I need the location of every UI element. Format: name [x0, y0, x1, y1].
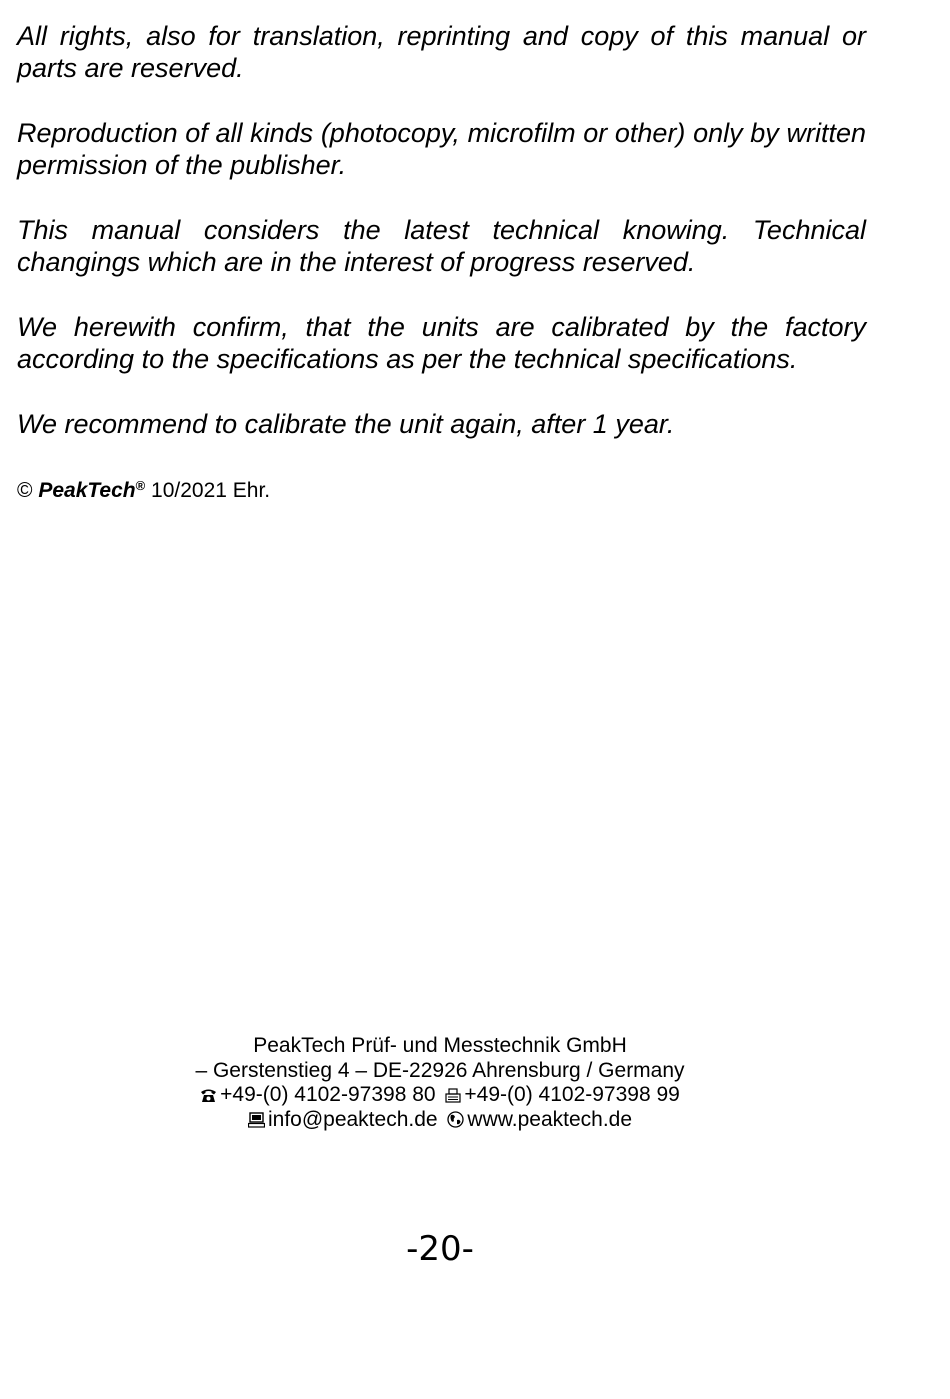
website-url[interactable]: www.peaktech.de: [467, 1107, 633, 1131]
globe-icon: [447, 1110, 464, 1127]
phone-number: +49-(0) 4102-97398 80: [220, 1083, 436, 1106]
technical-notice: This manual considers the latest technical knowing. Technical changings which are in the interest of progress reserved.: [17, 215, 866, 277]
street-address: – Gerstenstieg 4 – DE-22926 Ahrensburg / Germany: [195, 1058, 685, 1082]
company-address-block: [0, 1034, 880, 1132]
reproduction-notice: Reproduction of all kinds (photocopy, microfilm or other) only by written permission of the publisher.: [17, 118, 866, 180]
phone-icon: [200, 1085, 217, 1100]
copyright-line: [17, 472, 270, 505]
calibration-confirmation: We herewith confirm, that the units are calibrated by the factory according to the specifications as per the technical specifications.: [17, 312, 866, 374]
contact-email-web: [0, 1108, 880, 1133]
copyright-symbol: ©: [17, 479, 33, 502]
fax-number: +49-(0) 4102-97398 99: [464, 1083, 680, 1106]
computer-icon: [248, 1110, 265, 1126]
company-name: PeakTech Prüf- und Messtechnik GmbH: [253, 1034, 627, 1057]
fax-icon: [445, 1085, 461, 1100]
contact-phone-fax: [0, 1083, 880, 1108]
calibration-recommendation: We recommend to calibrate the unit again, after 1 year.: [17, 409, 675, 439]
page-number: -20-: [406, 1229, 474, 1269]
copyright-date: 10/2021 Ehr.: [151, 479, 271, 502]
rights-notice: All rights, also for translation, reprinting and copy of this manual or parts are reserved.: [17, 21, 866, 83]
email-address[interactable]: info@peaktech.de: [267, 1107, 438, 1131]
registered-mark: ®: [135, 478, 146, 493]
brand-name: PeakTech: [38, 479, 136, 502]
